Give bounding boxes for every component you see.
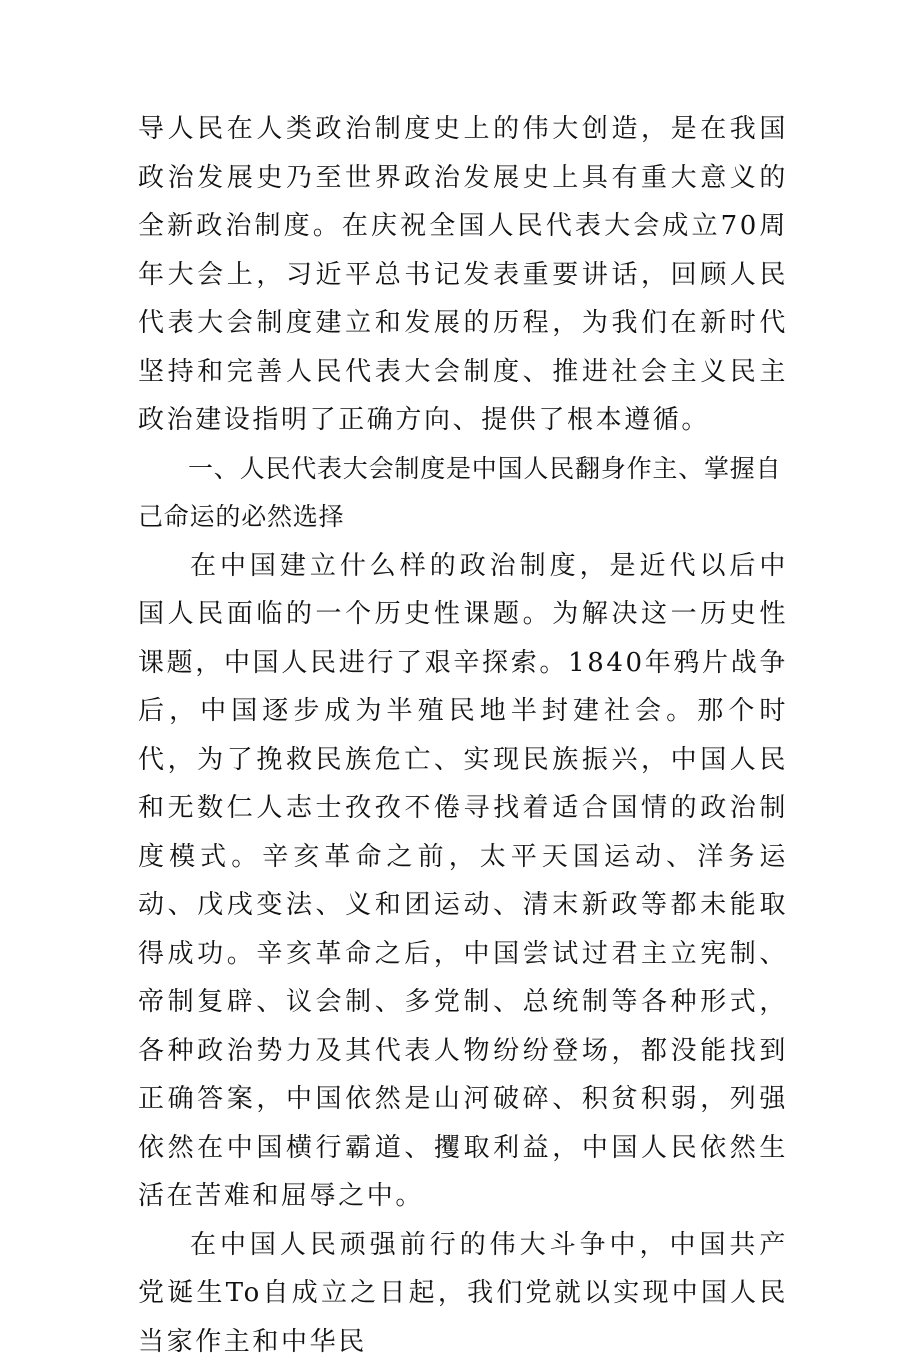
section-heading: 一、人民代表大会制度是中国人民翻身作主、掌握自己命运的必然选择 bbox=[138, 445, 788, 542]
paragraph-intro: 导人民在人类政治制度史上的伟大创造，是在我国政治发展史乃至世界政治发展史上具有重大意义的全新政治制度。在庆祝全国人民代表大会成立70周年大会上，习近平总书记发表重要讲话，回顾人民代表大会制度建立和发展的历程，为我们在新时代坚持和完善人民代表大会制度、推进社会主义民主政治建设指明了正确方向、提供了根本遵循。 bbox=[138, 105, 788, 445]
document-body bbox=[138, 105, 788, 1366]
paragraph-history: 在中国建立什么样的政治制度，是近代以后中国人民面临的一个历史性课题。为解决这一历史性课题，中国人民进行了艰辛探索。1840年鸦片战争后，中国逐步成为半殖民地半封建社会。那个时代，为了挽救民族危亡、实现民族振兴，中国人民和无数仁人志士孜孜不倦寻找着适合国情的政治制度模式。辛亥革命之前，太平天国运动、洋务运动、戊戌变法、义和团运动、清末新政等都未能取得成功。辛亥革命之后，中国尝试过君主立宪制、帝制复辟、议会制、多党制、总统制等各种形式，各种政治势力及其代表人物纷纷登场，都没能找到正确答案，中国依然是山河破碎、积贫积弱，列强依然在中国横行霸道、攫取利益，中国人民依然生活在苦难和屈辱之中。 bbox=[138, 542, 788, 1221]
paragraph-party: 在中国人民顽强前行的伟大斗争中，中国共产党诞生To自成立之日起，我们党就以实现中国人民当家作主和中华民 bbox=[138, 1221, 788, 1366]
